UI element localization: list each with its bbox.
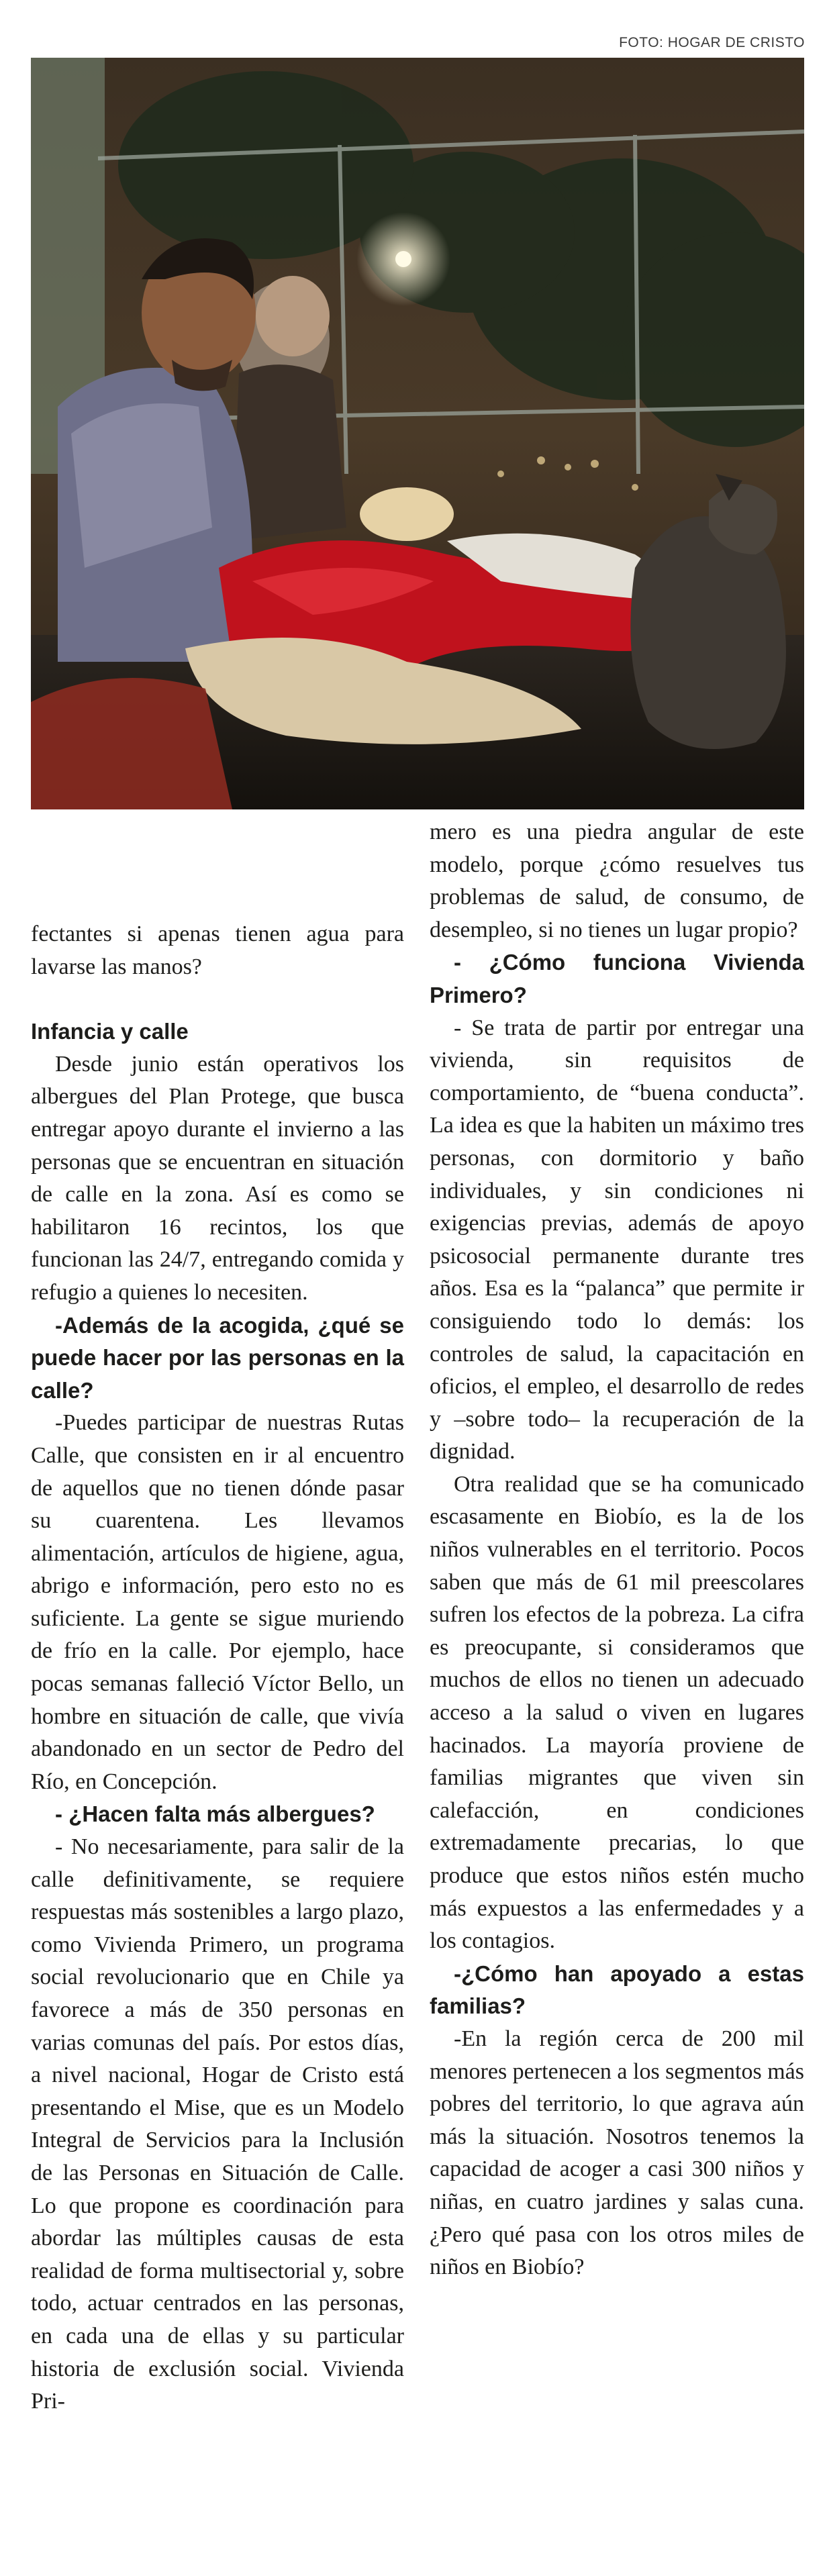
paragraph: -En la región cerca de 200 mil menores pertenecen a los segmentos más pobres del territorio, lo que agrava aún más la situación. Nosotros tenemos la capacidad de acoger a casi 300 niños y niñas, en cuatro jardines y salas cuna. ¿Pero qué pasa con los otros miles de niños en Biobío? xyxy=(430,2026,804,2280)
section-heading: Infancia y calle xyxy=(31,1019,189,1044)
interview-question: - ¿Cómo funciona Vivienda Primero? xyxy=(430,950,804,1007)
paragraph: - Se trata de partir por entregar una vivienda, sin requisitos de comportamiento, de “buena conducta”. La idea es que la habiten un máximo tres personas, con dormitorio y baño individuales, y sin condiciones ni exigencias previas, además de apoyo psicosocial permanente durante tres años. Esa es la “palanca” que permite ir consiguiendo todo lo demás: los controles de salud, la capacitación en oficios, el empleo, el desarrollo de redes y –sobre todo– la recuperación de la dignidad. xyxy=(430,1015,804,1465)
paragraph: Otra realidad que se ha comunicado escasamente en Biobío, es la de los niños vulnerables en el territorio. Pocos saben que más de 61 mil preescolares sufren los efectos de la pobreza. La cifra es preocupante, si consideramos que muchos de ellos no tienen un adecuado acceso a la salud o viven en lugares hacinados. La mayoría proviene de familias migrantes que viven sin calefacción, en condiciones extremadamente precarias, lo que produce que estos niños estén mucho más expuestos a las enfermedades y a los contagios. xyxy=(430,1471,804,1954)
paragraph: - No necesariamente, para salir de la calle definitivamente, se requiere respuestas más sostenibles a largo plazo, como Vivienda Primero, un programa social revolucionario que en Chile ya favorece a más de 350 personas en varias comunas del país. Por estos días, a nivel nacional, Hogar de Cristo está presentando el Mise, que es un Modelo Integral de Servicios para la Inclusión de las Personas en Situación de Calle. Lo que propone es coordinación para abordar las múltiples causas de esta realidad de forma multisectorial y, sobre todo, actuar centrados en las personas, en cada una de ellas y su particular historia de exclusión social. Vivienda Pri- xyxy=(31,1834,404,2414)
photo-illustration xyxy=(31,58,804,809)
right-column xyxy=(430,816,804,2284)
photo-credit: FOTO: HOGAR DE CRISTO xyxy=(619,35,805,50)
paragraph: -Puedes participar de nuestras Rutas Calle, que consisten en ir al encuentro de aquellos que no tienen dónde pasar su cuarentena. Les llevamos alimentación, artículos de higiene, agua, abrigo e información, pero esto no es suficiente. La gente se sigue muriendo de frío en la calle. Por ejemplo, hace pocas semanas falleció Víctor Bello, un hombre en situación de calle, que vivía abandonado en un sector de Pedro del Río, en Concepción. xyxy=(31,1410,404,1794)
left-column xyxy=(31,918,404,2418)
interview-question: - ¿Hacen falta más albergues? xyxy=(55,1801,375,1827)
interview-question: -Además de la acogida, ¿qué se puede hacer por las personas en la calle? xyxy=(31,1312,404,1403)
paragraph-continuation: mero es una piedra angular de este modelo, porque ¿cómo resuelves tus problemas de salud, de consumo, de desempleo, si no tienes un lugar propio? xyxy=(430,820,804,942)
interview-question: -¿Cómo han apoyado a estas familias? xyxy=(430,1961,804,2019)
paragraph-continuation: fectantes si apenas tienen agua para lavarse las manos? xyxy=(31,922,404,979)
red-patterned-blanket xyxy=(31,678,232,809)
paragraph: Desde junio están operativos los albergues del Plan Protege, que busca entregar apoyo durante el invierno a las personas que se encuentran en situación de calle en la zona. Así es como se habilitaron 16 recintos, los que funcionan las 24/7, entregando comida y refugio a quienes lo necesiten. xyxy=(31,1051,404,1305)
bread xyxy=(360,487,454,541)
article-photo xyxy=(31,58,804,809)
